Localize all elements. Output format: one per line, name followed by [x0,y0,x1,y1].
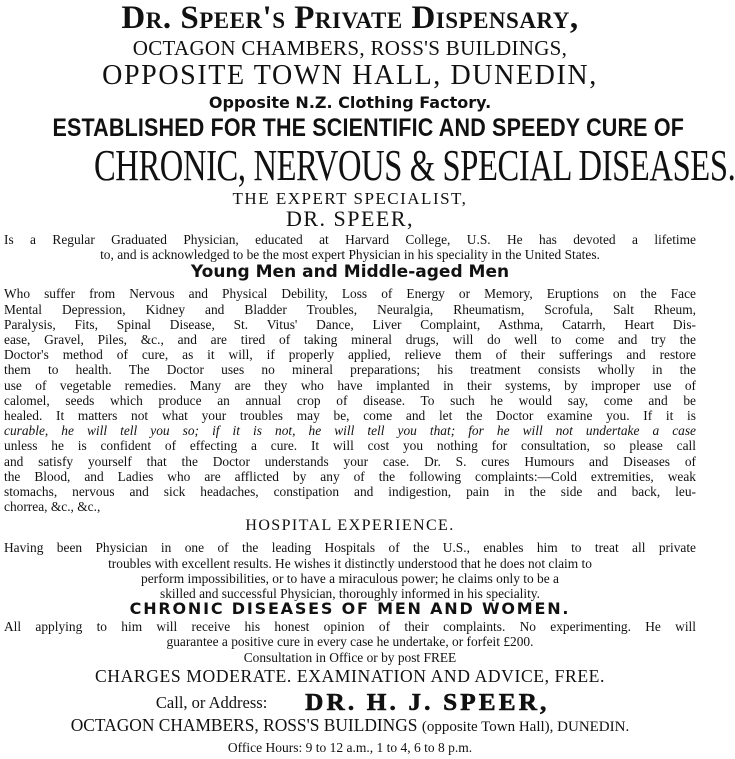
call-label: Call, or Address: [155,692,268,712]
applying-line: Consultation in Office or by post FREE [243,649,457,665]
body-line: Who suffer from Nervous and Physical Debility, Loss of Energy or Memory, Eruptions on the Face [4,286,696,302]
expert-specialist: THE EXPERT SPECIALIST, [232,189,468,208]
applying-line: All applying to him will receive his honest opinion of their complaints. No experimenting. He will [4,619,696,635]
address-line-3: Opposite N.Z. Clothing Factory. [208,93,492,112]
address-line-2: OPPOSITE TOWN HALL, DUNEDIN, [102,60,598,91]
hospital-line: perform impossibilities, or to have a miraculous power; he claims only to be a [141,570,559,586]
charges-line: CHARGES MODERATE. EXAMINATION AND ADVICE, FREE. [94,665,606,686]
intro-line: Is a Regular Graduated Physician, educated at Harvard College, U.S. He has devoted a lifetime [4,232,696,247]
body-line: stomachs, nervous and sick headaches, constipation and indigestion, pain in the side and back, leu- [4,484,696,500]
body-line: Paralysis, Fits, Spinal Disease, St. Vitus' Dance, Liver Complaint, Asthma, Catarrh, Heart Dis- [4,316,696,332]
hospital-line: troubles with excellent results. He wishes it distinctly understood that he does not claim to [108,555,592,571]
body-line: curable, he will tell you so; if it is not, he will tell you that; for he will not undertake a case [4,423,696,439]
body-line: Doctor's method of cure, as it will, if properly applied, relieve them of their sufferings and restore [4,347,696,363]
body-line: unless he is confident of effecting a cure. It will cost you nothing for consultation, so please call [4,438,696,454]
octagon-paren: (opposite Town Hall), DUNEDIN. [421,718,630,735]
body-line: ease, Gravel, Piles, &c., and are tired of taking mineral drugs, will do well to come and try the [4,332,696,348]
intro-line: to, and is acknowledged to be the most expert Physician in his speciality in the United States. [100,247,600,263]
young-men-heading: Young Men and Middle-aged Men [190,262,510,283]
chronic-diseases-men-women: CHRONIC DISEASES OF MEN AND WOMEN. [129,599,571,619]
body-line: chorrea, &c., &c., [4,499,101,515]
body-line: calomel, seeds which produce an annual crop of disease. To such he would say, come and be [4,392,696,408]
office-hours: Office Hours: 9 to 12 a.m., 1 to 4, 6 to 8 p.m. [227,739,473,755]
hospital-line: skilled and successful Physician, thoroughly informed in his speciality. [160,586,540,602]
call-doctor-name: DR. H. J. SPEER, [305,689,550,716]
body-line: and satisfy yourself that the Doctor understands your case. Dr. S. cures Humours and Diseases of [4,453,696,469]
chronic-diseases-heading: CHRONIC, NERVOUS & SPECIAL DISEASES. [93,141,735,190]
address-line-1: OCTAGON CHAMBERS, ROSS'S BUILDINGS, [132,36,568,60]
octagon-address-line [4,714,696,739]
call-address-line [4,690,696,717]
body-line: healed. It matters not what your troubles may be, come and let the Doctor examine you. If it is [4,408,696,424]
body-line: them to health. The Doctor uses no mineral preparations; his treatment consists wholly in the [4,362,696,378]
established-heading: ESTABLISHED FOR THE SCIENTIFIC AND SPEEDY CURE OF [52,114,685,142]
doctor-name: DR. SPEER, [285,206,415,231]
octagon-main: OCTAGON CHAMBERS, ROSS'S BUILDINGS [70,714,418,735]
body-line: the Blood, and Ladies who are afflicted by any of the following complaints:—Cold extremities, weak [4,468,696,484]
hospital-line: Having been Physician in one of the leading Hospitals of the U.S., enables him to treat all private [4,540,696,556]
hospital-heading: HOSPITAL EXPERIENCE. [245,517,455,535]
body-line: Mental Depression, Kidney and Bladder Troubles, Neuralgia, Rheumatism, Scrofula, Salt Rheum, [4,301,696,317]
body-line: use of vegetable remedies. Many are they who have implanted in their systems, by improper use of [4,377,696,393]
applying-line: guarantee a positive cure in every case he undertake, or forfeit £200. [166,634,534,650]
ad-title: Dr. Speer's Private Dispensary, [121,0,579,36]
